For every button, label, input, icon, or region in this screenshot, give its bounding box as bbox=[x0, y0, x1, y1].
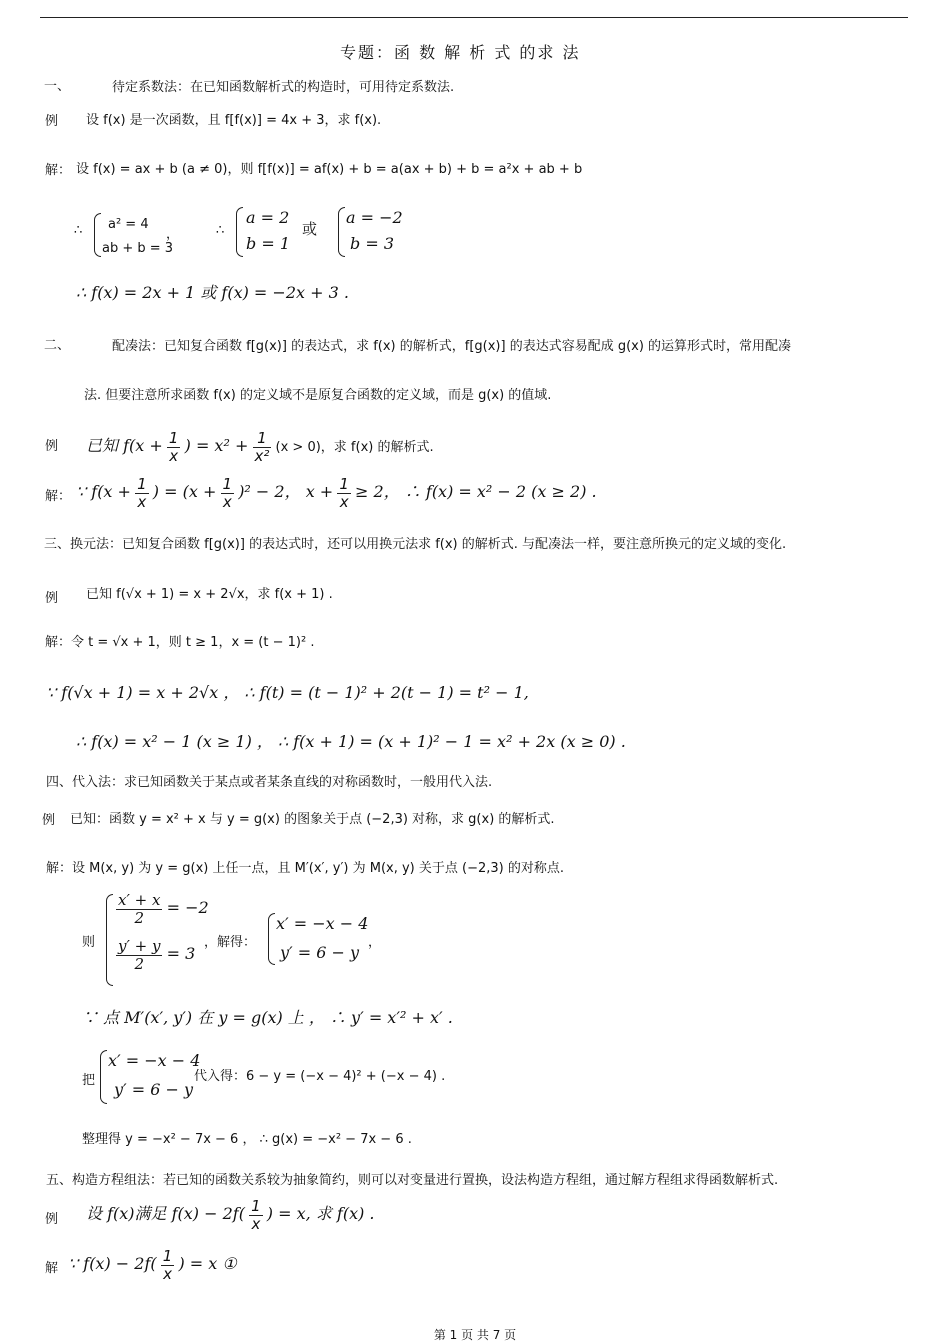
system-4-brace bbox=[106, 894, 113, 986]
example-3-text: 已知 f(√x + 1) = x + 2√x，求 f(x + 1) . bbox=[86, 587, 333, 602]
section-2-number: 二、 bbox=[44, 338, 71, 353]
system-1-eq1: a² = 4 bbox=[108, 217, 149, 232]
solution-5-label: 解 bbox=[45, 1261, 59, 1276]
section-1-intro: 待定系数法：在已知函数解析式的构造时，可用待定系数法. bbox=[112, 80, 455, 95]
example-4-text: 已知：函数 y = x² + x 与 y = g(x) 的图象关于点 (−2,3) 对称，求 g(x) 的解析式. bbox=[70, 812, 555, 827]
solution-5-text: ∵ f(x) − 2f( $\frac{1}{x}$ ) = x ① bbox=[68, 1247, 237, 1283]
system-2-eq2: b = 1 bbox=[246, 234, 290, 253]
solve-comma: ， bbox=[368, 935, 382, 950]
system-3-brace bbox=[338, 207, 345, 257]
example-4-label: 例 bbox=[42, 813, 56, 828]
page-footer: 第 1 页 共 7 页 bbox=[433, 1328, 517, 1342]
or-text: 或 bbox=[302, 220, 318, 238]
example-1-label: 例 bbox=[45, 114, 59, 129]
example-2-label: 例 bbox=[45, 439, 59, 454]
section-1-number: 一、 bbox=[44, 79, 71, 94]
solve-eq2: y′ = 6 − y bbox=[280, 943, 360, 962]
solve-eq1: x′ = −x − 4 bbox=[276, 914, 369, 933]
solution-1-label: 解： bbox=[45, 163, 72, 178]
section-4-intro: 四、代入法：求已知函数关于某点或者某条直线的对称函数时，一般用代入法. bbox=[46, 775, 493, 790]
system-2-brace bbox=[236, 207, 243, 257]
substitute-eq1: x′ = −x − 4 bbox=[108, 1051, 201, 1070]
point-on-graph-line: ∵ 点 M′(x′, y′) 在 y = g(x) 上 ， ∴ y′ = x′² + x′ . bbox=[82, 1008, 453, 1027]
solution-3-line2: ∵ f(√x + 1) = x + 2√x ， ∴ f(t) = (t − 1)² + 2(t − 1) = t² − 1, bbox=[46, 683, 529, 702]
therefore-symbol: ∴ bbox=[74, 223, 83, 238]
solve-label: ，解得： bbox=[204, 935, 257, 950]
header-rule bbox=[40, 17, 908, 18]
solution-2-label: 解： bbox=[45, 489, 72, 504]
then-label: 则 bbox=[82, 935, 96, 950]
substitute-eq2: y′ = 6 − y bbox=[114, 1080, 194, 1099]
solution-2-text: ∵ f(x + $\frac{1}{x}$ ) = (x + $\frac{1}{x}$ )² − 2， x + $\frac{1}{x}$ ≥ 2， ∴ f(x) = x² − 2 (x ≥ 2) . bbox=[76, 475, 597, 511]
example-3-label: 例 bbox=[45, 591, 59, 606]
solution-3-line1: 解：令 t = √x + 1，则 t ≥ 1，x = (t − 1)² . bbox=[45, 635, 315, 650]
page-title: 专题：函 数 解 析 式 的求 法 bbox=[340, 43, 581, 62]
fraction-y: $\frac{y' + y}{2}$ = 3 bbox=[118, 937, 196, 973]
solution-3-line3: ∴ f(x) = x² − 1 (x ≥ 1) ， ∴ f(x + 1) = (x + 1)² − 1 = x² + 2x (x ≥ 0) . bbox=[76, 732, 626, 751]
system-1-comma: ， bbox=[166, 227, 180, 242]
example-5-text: 设 f(x)满足 f(x) − 2f( $\frac{1}{x}$ ) = x, 求 f(x) . bbox=[86, 1197, 375, 1233]
final-result-4: 整理得 y = −x² − 7x − 6 ， ∴ g(x) = −x² − 7x − 6 . bbox=[82, 1132, 412, 1147]
example-1-text: 设 f(x) 是一次函数，且 f[f(x)] = 4x + 3，求 f(x). bbox=[86, 113, 382, 128]
system-1-brace bbox=[94, 213, 101, 257]
substitute-result: 代入得：6 − y = (−x − 4)² + (−x − 4) . bbox=[194, 1069, 446, 1084]
section-5-intro: 五、构造方程组法：若已知的函数关系较为抽象简约，则可以对变量进行置换，设法构造方程组，通过解方程组求得函数解析式. bbox=[46, 1173, 779, 1188]
system-1-eq2: ab + b = 3 bbox=[102, 241, 174, 256]
solution-1-text: 设 f(x) = ax + b (a ≠ 0)，则 f[f(x)] = af(x) + b = a(ax + b) + b = a²x + ab + b bbox=[76, 162, 583, 177]
system-3-eq1: a = −2 bbox=[346, 208, 403, 227]
therefore-symbol-2: ∴ bbox=[216, 223, 225, 238]
system-3-eq2: b = 3 bbox=[350, 234, 394, 253]
solution-4-line1: 解：设 M(x, y) 为 y = g(x) 上任一点，且 M′(x′, y′) 为 M(x, y) 关于点 (−2,3) 的对称点. bbox=[46, 861, 564, 876]
system-5-brace bbox=[268, 913, 275, 965]
example-5-label: 例 bbox=[45, 1212, 59, 1227]
section-2-intro-line1: 配凑法：已知复合函数 f[g(x)] 的表达式，求 f(x) 的解析式，f[g(x)] 的表达式容易配成 g(x) 的运算形式时，常用配凑 bbox=[112, 339, 792, 354]
example-2-text: 已知 f(x + $\frac{1}{x}$ ) = x² + $\frac{1}{\text{x²}}$ (x > 0)，求 f(x) 的解析式. bbox=[86, 429, 434, 465]
system-6-brace bbox=[100, 1050, 107, 1104]
fraction-x: $\frac{x' + x}{2}$ = −2 bbox=[118, 891, 209, 927]
result-1: ∴ f(x) = 2x + 1 或 f(x) = −2x + 3 . bbox=[76, 283, 349, 302]
section-2-intro-line2: 法. 但要注意所求函数 f(x) 的定义域不是原复合函数的定义域，而是 g(x) 的值域. bbox=[84, 388, 552, 403]
system-2-eq1: a = 2 bbox=[246, 208, 290, 227]
substitute-label: 把 bbox=[82, 1073, 96, 1088]
section-3-intro: 三、换元法：已知复合函数 f[g(x)] 的表达式时，还可以用换元法求 f(x) 的解析式. 与配凑法一样，要注意所换元的定义域的变化. bbox=[44, 537, 787, 552]
